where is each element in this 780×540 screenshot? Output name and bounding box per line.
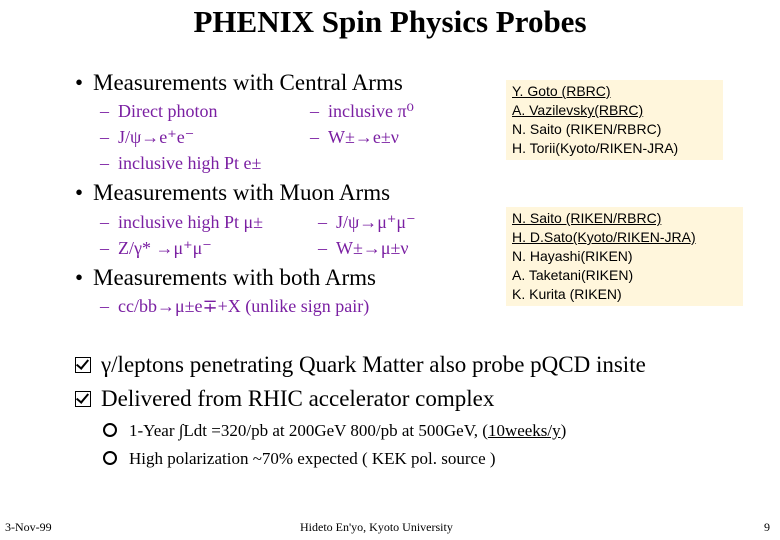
footer-author: Hideto En'yo, Kyoto University <box>300 520 453 534</box>
checkbox-icon <box>75 391 91 407</box>
footer-date: 3-Nov-99 <box>5 520 52 534</box>
sub-bullet-1: 1-Year ∫Ldt =320/pb at 200GeV 800/pb at 500GeV, (10weeks/y) <box>103 421 566 441</box>
both-item-1: – cc/bb→μ±e∓+X (unlike sign pair) <box>100 296 370 316</box>
check-item-2: Delivered from RHIC accelerator complex <box>75 386 494 412</box>
both-arms-heading: • Measurements with both Arms <box>75 265 376 290</box>
central-arms-heading: • Measurements with Central Arms <box>75 70 403 95</box>
muon-arms-heading: • Measurements with Muon Arms <box>75 180 391 205</box>
slide-title: PHENIX Spin Physics Probes <box>193 4 587 39</box>
collaborator-name: H. Torii(Kyoto/RIKEN-JRA) <box>512 140 679 156</box>
collaborator-name: N. Saito (RIKEN/RBRC) <box>512 121 662 137</box>
central-item-5: – W±→e±ν <box>310 127 399 147</box>
bullet-icon: • <box>75 265 84 290</box>
collaborators-box-central <box>506 80 723 160</box>
check-item-1: γ/leptons penetrating Quark Matter also probe pQCD insite <box>75 352 646 378</box>
central-item-4: – inclusive π⁰ <box>310 101 414 121</box>
collaborator-name: K. Kurita (RIKEN) <box>512 286 622 302</box>
checkbox-icon <box>75 357 91 373</box>
central-item-1: – Direct photon <box>100 101 218 121</box>
collaborator-name: H. D.Sato(Kyoto/RIKEN-JRA) <box>512 229 696 245</box>
collaborator-name: Y. Goto (RBRC) <box>512 83 611 99</box>
bullet-icon: • <box>75 70 84 95</box>
muon-item-4: – W±→μ±ν <box>318 238 409 258</box>
muon-item-1: – inclusive high Pt μ± <box>100 212 264 232</box>
muon-item-2: – Z/γ* →μ⁺μ⁻ <box>100 238 212 258</box>
central-item-2: – J/ψ→e⁺e⁻ <box>100 127 195 147</box>
collaborators-box-muon <box>506 207 743 306</box>
muon-item-3: – J/ψ→μ⁺μ⁻ <box>318 212 416 232</box>
collaborator-name: N. Hayashi(RIKEN) <box>512 248 633 264</box>
footer-page-number: 9 <box>764 520 770 534</box>
collaborator-name: A. Taketani(RIKEN) <box>512 267 634 283</box>
collaborator-name: A. Vazilevsky(RBRC) <box>512 102 644 118</box>
circle-bullet-icon <box>103 423 117 437</box>
collaborator-name: N. Saito (RIKEN/RBRC) <box>512 210 662 226</box>
central-item-3: – inclusive high Pt e± <box>100 153 262 173</box>
circle-bullet-icon <box>103 451 117 465</box>
sub-bullet-2: High polarization ~70% expected ( KEK pol. source ) <box>103 449 496 469</box>
bullet-icon: • <box>75 180 84 205</box>
